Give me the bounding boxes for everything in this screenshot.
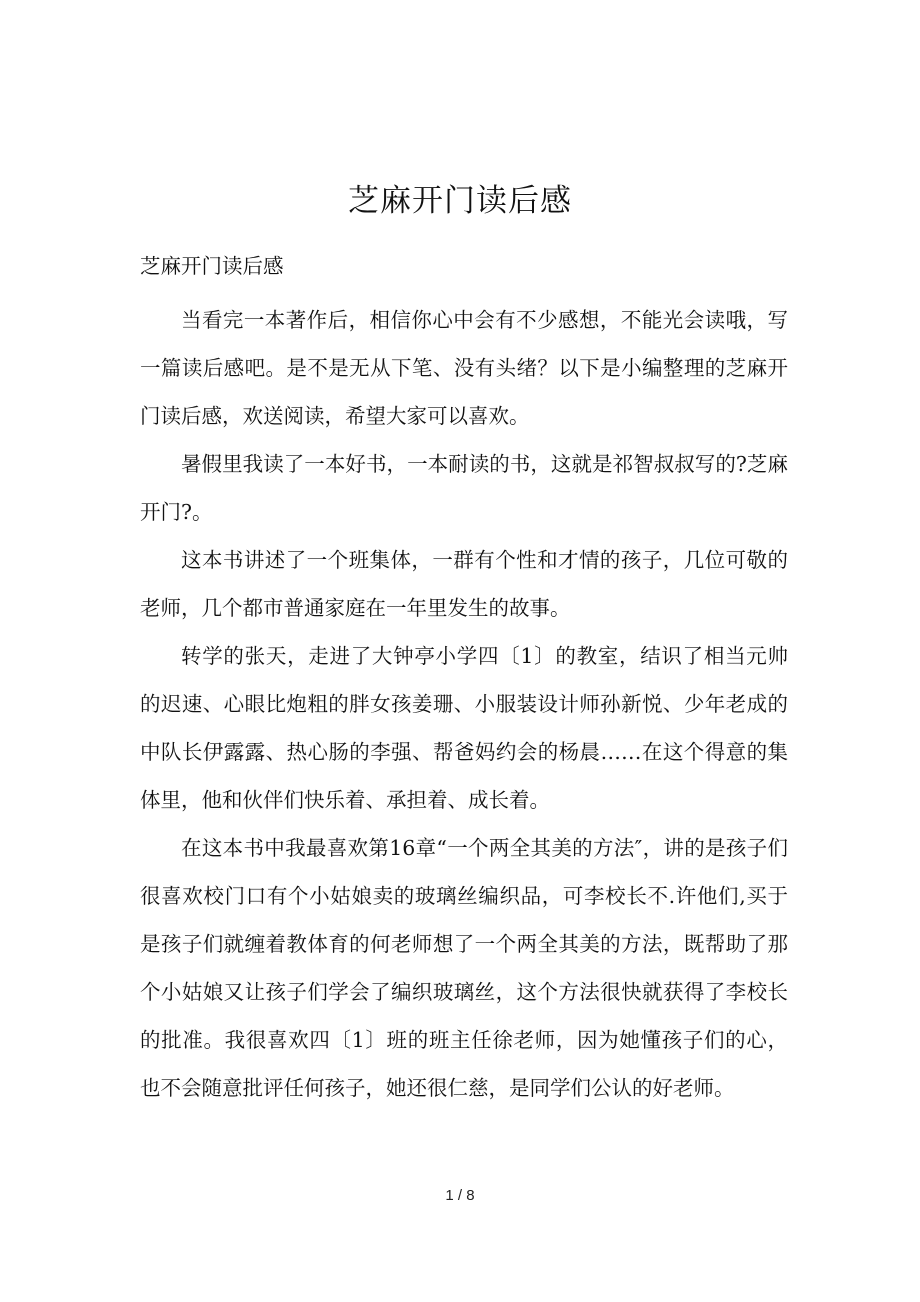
body-paragraph: 这本书讲述了一个班集体，一群有个性和才情的孩子，几位可敬的老师，几个都市普通家庭在一年里发生的故事。 [140,548,788,620]
body-paragraph: 暑假里我读了一本好书，一本耐读的书，这就是祁智叔叔写的?芝麻开门?。 [140,452,788,524]
body-paragraph: 转学的张天，走进了大钟亭小学四〔1〕的教室，结识了相当元帅的迟速、心眼比炮粗的胖女孩姜珊、小服装设计师孙新悦、少年老成的中队长伊露露、热心肠的李强、帮爸妈约会的杨晨……在这个得意的集体里，他和伙伴们快乐着、承担着、成长着。 [140,644,788,812]
document-title: 芝麻开门读后感 [348,183,572,219]
body-paragraph: 在这本书中我最喜欢第16章“一个两全其美的方法″，讲的是孩子们很喜欢校门口有个小姑娘卖的玻璃丝编织品，可李校长不.许他们,买于是孩子们就缠着教体育的何老师想了一个两全其美的方法，既帮助了那个小姑娘又让孩子们学会了编织玻璃丝，这个方法很快就获得了李校长的批准。我很喜欢四〔1〕班的班主任徐老师，因为她懂孩子们的心，也不会随意批评任何孩子，她还很仁慈，是同学们公认的好老师。 [140,836,788,1100]
body-paragraph: 当看完一本著作后，相信你心中会有不少感想，不能光会读哦，写一篇读后感吧。是不是无从下笔、没有头绪？以下是小编整理的芝麻开门读后感，欢送阅读，希望大家可以喜欢。 [140,308,788,428]
document-body [140,296,788,1112]
page-number: 1 / 8 [445,1187,475,1204]
document-subtitle: 芝麻开门读后感 [140,254,284,278]
